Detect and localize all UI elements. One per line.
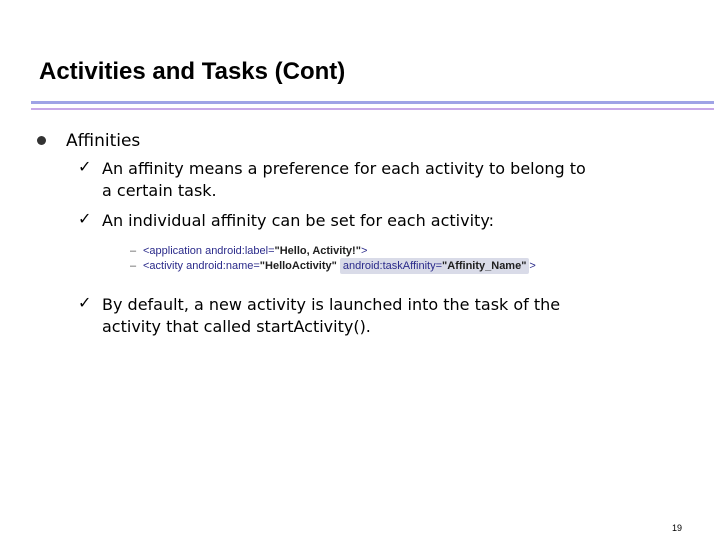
sub-bullet-line: An affinity means a preference for each activity to belong to [102, 159, 586, 178]
check-icon: ✓ [78, 157, 92, 176]
code-dash: – [130, 245, 137, 257]
code-tag: <application android:label= [143, 245, 275, 257]
check-icon: ✓ [78, 209, 92, 228]
title-rule-top [31, 101, 714, 104]
sub-bullet-line: a certain task. [102, 181, 217, 200]
code-dash: – [130, 260, 137, 272]
bullet-affinities: Affinities [66, 131, 141, 151]
code-attr-value: "Affinity_Name" [442, 260, 527, 272]
code-tag-end: > [360, 245, 368, 257]
code-tag: <activity android:name= [143, 260, 260, 272]
sub-bullet-affinity-meaning [102, 158, 702, 202]
sub-bullet-default-launch [102, 294, 702, 338]
code-attr: android:taskAffinity= [342, 260, 443, 272]
code-tag-end: > [529, 260, 536, 272]
sub-bullet-individual-affinity: An individual affinity can be set for each activity: [102, 211, 495, 230]
bullet-dot-icon [37, 136, 46, 145]
slide-title: Activities and Tasks (Cont) [39, 58, 346, 85]
page-number: 19 [672, 523, 683, 533]
title-rule-bottom [31, 108, 714, 110]
code-value: "Hello, Activity!" [274, 245, 361, 257]
code-highlight [340, 258, 530, 274]
sub-bullet-line: By default, a new activity is launched into the task of the [102, 295, 561, 314]
check-icon: ✓ [78, 293, 92, 312]
sub-bullet-line: activity that called startActivity(). [102, 317, 371, 336]
code-value: "HelloActivity" [259, 260, 337, 272]
